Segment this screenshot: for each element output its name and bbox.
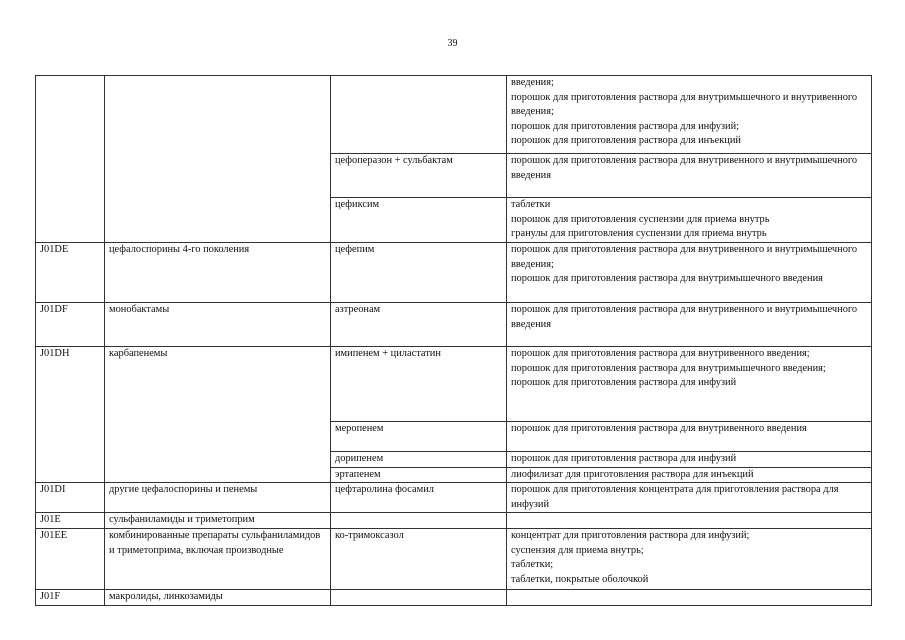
atc-code-cell: J01DE (36, 243, 105, 303)
atc-code-cell (36, 76, 105, 243)
dosage-forms-cell: порошок для приготовления раствора для внутривенного и внутримышечного введения; порошок для приготовления раствора для внутримышечного введения (507, 243, 872, 303)
dosage-forms-cell: порошок для приготовления раствора для внутривенного и внутримышечного введения (507, 154, 872, 198)
dosage-forms-cell: порошок для приготовления раствора для внутривенного и внутримышечного введения (507, 303, 872, 347)
dosage-forms-cell: лиофилизат для приготовления раствора для инъекций (507, 467, 872, 483)
table-row (36, 589, 872, 605)
dosage-forms-cell (507, 513, 872, 529)
group-name-cell: карбапенемы (105, 347, 331, 483)
group-name-cell (105, 76, 331, 243)
dosage-forms-cell: порошок для приготовления раствора для инфузий (507, 452, 872, 468)
atc-code-cell: J01DF (36, 303, 105, 347)
drug-name-cell: дорипенем (331, 452, 507, 468)
group-name-cell: монобактамы (105, 303, 331, 347)
table-row (36, 243, 872, 303)
table-row (36, 513, 872, 529)
table-row (36, 76, 872, 154)
group-name-cell: макролиды, линкозамиды (105, 589, 331, 605)
dosage-forms-cell: порошок для приготовления раствора для внутривенного введения; порошок для приготовления раствора для внутримышечного введения; порошок для приготовления раствора для инфузий (507, 347, 872, 422)
drug-name-cell: меропенем (331, 422, 507, 452)
dosage-forms-cell: концентрат для приготовления раствора для инфузий; суспензия для приема внутрь; таблетки; таблетки, покрытые оболочкой (507, 528, 872, 589)
group-name-cell: цефалоспорины 4-го поколения (105, 243, 331, 303)
atc-code-cell: J01E (36, 513, 105, 529)
page-number: 39 (447, 38, 458, 49)
atc-code-cell: J01DI (36, 483, 105, 513)
group-name-cell: сульфаниламиды и триметоприм (105, 513, 331, 529)
drug-name-cell (331, 589, 507, 605)
drug-name-cell: цефоперазон + сульбактам (331, 154, 507, 198)
drug-name-cell: цефиксим (331, 198, 507, 243)
drug-name-cell (331, 76, 507, 154)
group-name-cell: другие цефалоспорины и пенемы (105, 483, 331, 513)
atc-code-cell: J01F (36, 589, 105, 605)
table-row (36, 303, 872, 347)
group-name-cell: комбинированные препараты сульфаниламидов и триметоприма, включая производные (105, 528, 331, 589)
drug-name-cell: ко-тримоксазол (331, 528, 507, 589)
drug-name-cell: имипенем + циластатин (331, 347, 507, 422)
table-row (36, 347, 872, 422)
atc-code-cell: J01EE (36, 528, 105, 589)
drug-classification-table (35, 75, 872, 606)
dosage-forms-cell: введения; порошок для приготовления раствора для внутримышечного и внутривенного введения; порошок для приготовления раствора для инфузий; порошок для приготовления раствора для инъекций (507, 76, 872, 154)
table-row (36, 528, 872, 589)
dosage-forms-cell: порошок для приготовления раствора для внутривенного введения (507, 422, 872, 452)
drug-name-cell: цефепим (331, 243, 507, 303)
drug-name-cell: эртапенем (331, 467, 507, 483)
dosage-forms-cell (507, 589, 872, 605)
drug-name-cell: цефтаролина фосамил (331, 483, 507, 513)
dosage-forms-cell: таблетки порошок для приготовления суспензии для приема внутрь гранулы для приготовления суспензии для приема внутрь (507, 198, 872, 243)
drug-name-cell (331, 513, 507, 529)
atc-code-cell: J01DH (36, 347, 105, 483)
dosage-forms-cell: порошок для приготовления концентрата для приготовления раствора для инфузий (507, 483, 872, 513)
table-row (36, 483, 872, 513)
drug-name-cell: азтреонам (331, 303, 507, 347)
